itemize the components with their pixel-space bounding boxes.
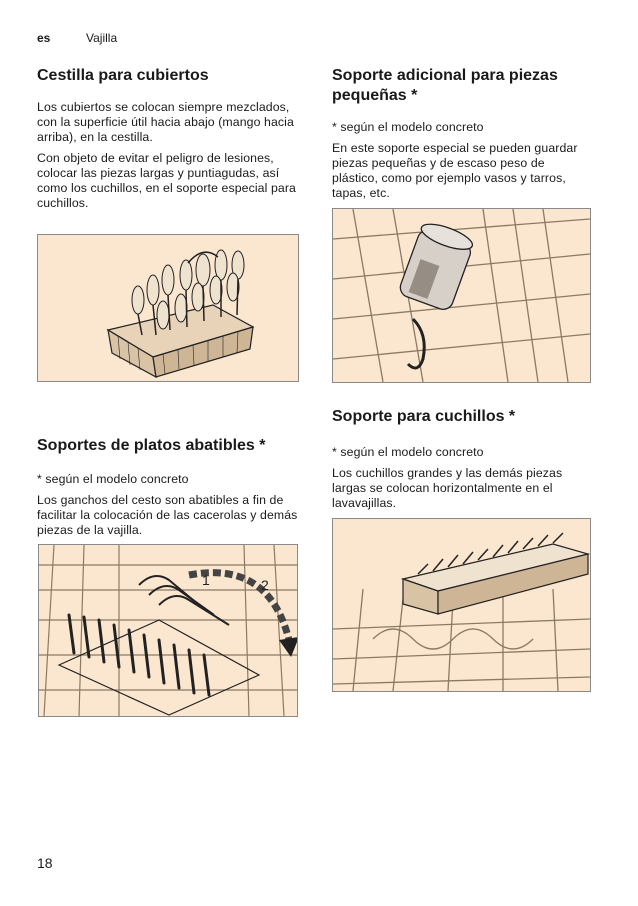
step-1-label: 1 xyxy=(202,572,210,588)
page-number: 18 xyxy=(37,855,53,871)
plates-section xyxy=(37,436,299,538)
knife-rack-illustration xyxy=(332,518,591,692)
step-2-label: 2 xyxy=(261,577,269,593)
small-parts-text: En este soporte especial se pueden guardar piezas pequeñas y de escaso peso de plástico, como por ejemplo vasos y tarros, tapas, etc. xyxy=(332,141,578,200)
plates-text: Los ganchos del cesto son abatibles a fin de facilitar la colocación de las cacerolas y demás piezas de la vajilla. xyxy=(37,493,298,537)
language-code: es xyxy=(37,31,51,45)
cutlery-section xyxy=(37,66,299,211)
small-parts-section xyxy=(332,66,594,201)
cutlery-basket-illustration xyxy=(37,234,299,382)
small-parts-heading: Soporte adicional para piezas pequeñas * xyxy=(332,67,558,104)
knife-rack-note: * según el modelo concreto xyxy=(332,445,484,459)
folding-plate-racks-illustration xyxy=(38,544,298,717)
small-parts-note: * según el modelo concreto xyxy=(332,120,484,134)
knife-rack-section xyxy=(332,407,594,511)
cutlery-paragraph-1: Los cubiertos se colocan siempre mezclados, con la superficie útil hacia abajo (mango hacia arriba), en la cestilla. xyxy=(37,100,294,144)
knife-rack-text: Los cuchillos grandes y las demás piezas largas se colocan horizontalmente en el lavavajillas. xyxy=(332,466,563,510)
plates-note: * según el modelo concreto xyxy=(37,472,189,486)
cutlery-paragraph-2: Con objeto de evitar el peligro de lesiones, colocar las piezas largas y puntiagudas, así como los cuchillos, en el soporte especial para cuchillos. xyxy=(37,151,296,210)
plates-heading: Soportes de platos abatibles * xyxy=(37,437,266,454)
cutlery-heading: Cestilla para cubiertos xyxy=(37,67,209,84)
section-title: Vajilla xyxy=(86,31,118,45)
small-parts-holder-illustration xyxy=(332,208,591,383)
knife-rack-heading: Soporte para cuchillos * xyxy=(332,408,516,425)
